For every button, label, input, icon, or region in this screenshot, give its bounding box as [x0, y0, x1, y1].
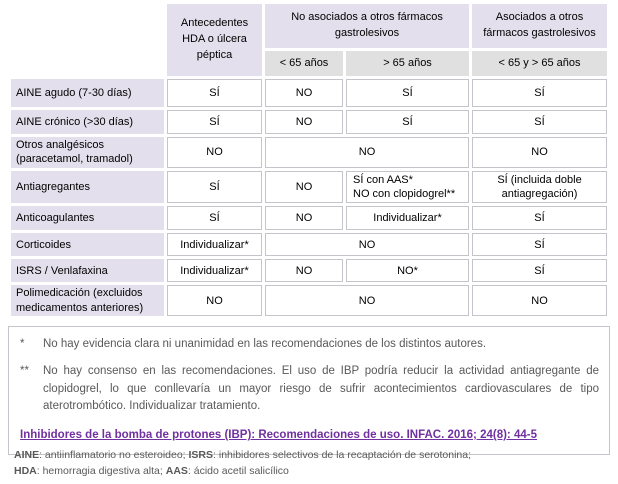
value-cell: SÍ — [472, 233, 607, 256]
abbrev-definition: : antiinflamatorio no esteroideo; — [39, 449, 189, 461]
footnote-single-asterisk — [15, 336, 599, 354]
value-cell: SÍ — [472, 259, 607, 282]
footnote-text: No hay consenso en las recomendaciones. El uso de IBP podría reducir la actividad antiagregante de clopidogrel, lo que conllevaría un mayor riesgo de sufrir acontecimientos cardiovasculares de tipo aterotrombótico. Individualizar tratamiento. — [43, 364, 599, 413]
abbrev-definition: : inhibidores selectivos de la recaptación de serotonina; — [213, 449, 472, 461]
recommendations-table — [8, 1, 610, 319]
table-row-aine-agudo — [11, 79, 607, 107]
value-cell: NO — [167, 285, 262, 316]
table-row-corticoides — [11, 233, 607, 256]
value-cell: NO — [265, 110, 343, 134]
value-cell: SÍ — [472, 110, 607, 134]
ibp-reference-link[interactable]: Inhibidores de la bomba de protones (IBP): Recomendaciones de uso. INFAC. 2016; 24(8): 44-5 — [20, 429, 537, 442]
abbreviations-legend — [14, 447, 610, 480]
col-header-gt65: > 65 años — [346, 51, 469, 76]
row-label: Corticoides — [11, 233, 164, 256]
value-cell-merged: NO — [265, 137, 469, 168]
footnote-marker: * — [20, 338, 25, 350]
footnotes-box — [8, 326, 610, 455]
abbrev-term: ISRS — [188, 449, 214, 461]
footnote-marker: ** — [20, 364, 29, 377]
row-label: AINE crónico (>30 días) — [11, 110, 164, 134]
abbrev-term: AAS — [165, 465, 188, 478]
corner-empty-cell — [11, 51, 164, 76]
table-row-anticoagulantes — [11, 206, 607, 230]
row-label: Antiagregantes — [11, 171, 164, 204]
value-cell: SÍ (incluida doble antiagregación) — [472, 171, 607, 204]
abbrev-term: AINE — [14, 449, 40, 461]
abbreviations-line-1 — [14, 447, 610, 463]
col-group-no-asociados: No asociados a otros fármacos gastrolesivos — [265, 4, 469, 48]
row-label: ISRS / Venlafaxina — [11, 259, 164, 282]
table-row-polimedicacion — [11, 285, 607, 316]
value-cell: NO — [472, 137, 607, 168]
value-cell: Individualizar* — [167, 259, 262, 282]
value-cell: SÍ — [472, 79, 607, 107]
table-row-otros-analgesicos — [11, 137, 607, 168]
value-cell-merged: NO — [265, 233, 469, 256]
footnote-double-asterisk — [15, 363, 599, 416]
footnote-text: No hay evidencia clara ni unanimidad en las recomendaciones de los distintos autores. — [43, 338, 487, 350]
value-cell: NO — [265, 206, 343, 230]
row-label: Polimedicación (excluidos medicamentos anteriores) — [11, 285, 164, 316]
value-cell: NO — [265, 79, 343, 107]
value-cell-two-lines — [346, 171, 469, 204]
value-cell: SÍ — [167, 171, 262, 204]
value-cell: Individualizar* — [167, 233, 262, 256]
value-cell: SÍ — [472, 206, 607, 230]
value-cell: SÍ — [167, 206, 262, 230]
abbrev-term: HDA — [14, 465, 37, 478]
col-header-lt65: < 65 años — [265, 51, 343, 76]
col-group-asociados: Asociados a otros fármacos gastrolesivos — [472, 4, 607, 48]
abbrev-definition: : hemorragia digestiva alta; — [36, 465, 166, 478]
value-cell: NO — [265, 171, 343, 204]
value-cell: Individualizar* — [346, 206, 469, 230]
header-row-ages — [11, 51, 607, 76]
corner-empty-cell — [11, 4, 164, 48]
value-cell: SÍ — [346, 79, 469, 107]
value-line: SÍ con AAS* — [353, 173, 413, 186]
value-cell-merged: NO — [265, 285, 469, 316]
value-cell: SÍ — [346, 110, 469, 134]
row-label: AINE agudo (7-30 días) — [11, 79, 164, 107]
table-row-antiagregantes — [11, 171, 607, 204]
value-cell: NO* — [346, 259, 469, 282]
col-header-both-ages: < 65 y > 65 años — [472, 51, 607, 76]
row-label: Anticoagulantes — [11, 206, 164, 230]
abbreviations-line-2 — [14, 463, 610, 479]
table-row-isrs-venlafaxina — [11, 259, 607, 282]
value-cell: NO — [167, 137, 262, 168]
value-cell: NO — [472, 285, 607, 316]
table-row-aine-cronico — [11, 110, 607, 134]
value-cell: NO — [265, 259, 343, 282]
abbrev-definition: : ácido acetil salicílico — [187, 465, 289, 478]
col-header-antecedentes: Antecedentes HDA o úlcera péptica — [167, 4, 262, 76]
header-row-groups — [11, 4, 607, 48]
value-cell: SÍ — [167, 110, 262, 134]
value-line: NO con clopidogrel** — [353, 187, 456, 200]
row-label: Otros analgésicos (paracetamol, tramadol) — [11, 137, 164, 168]
value-cell: SÍ — [167, 79, 262, 107]
